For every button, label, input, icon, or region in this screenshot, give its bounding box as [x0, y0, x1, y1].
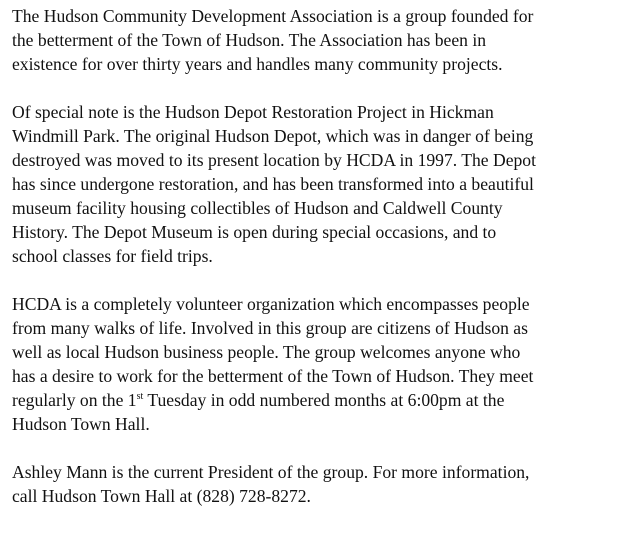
- text-line: from many walks of life. Involved in this group are citizens of Hudson as: [12, 318, 528, 338]
- text-line: the betterment of the Town of Hudson. The Association has been in: [12, 30, 487, 50]
- text-line: destroyed was moved to its present location by HCDA in 1997. The Depot: [12, 150, 536, 170]
- meeting-text-after: Tuesday in odd numbered months at 6:00pm at the: [143, 390, 505, 410]
- paragraph-about-association: [12, 4, 620, 76]
- text-line: existence for over thirty years and handles many community projects.: [12, 54, 503, 74]
- text-line: has since undergone restoration, and has been transformed into a beautiful: [12, 174, 534, 194]
- paragraph-volunteer-organization: [12, 292, 620, 436]
- document-page: [12, 4, 620, 532]
- text-line: call Hudson Town Hall at (828) 728-8272.: [12, 486, 311, 506]
- text-line: HCDA is a completely volunteer organization which encompasses people: [12, 294, 530, 314]
- text-line: History. The Depot Museum is open during special occasions, and to: [12, 222, 497, 242]
- text-line: well as local Hudson business people. The group welcomes anyone who: [12, 342, 521, 362]
- text-line: Windmill Park. The original Hudson Depot, which was in danger of being: [12, 126, 534, 146]
- ordinal-suffix: st: [136, 391, 144, 403]
- text-line: Hudson Town Hall.: [12, 414, 150, 434]
- text-line: Of special note is the Hudson Depot Restoration Project in Hickman: [12, 102, 494, 122]
- text-line: Ashley Mann is the current President of the group. For more information,: [12, 462, 530, 482]
- paragraph-depot-restoration: [12, 100, 620, 268]
- text-line: school classes for field trips.: [12, 246, 213, 266]
- text-line: has a desire to work for the betterment of the Town of Hudson. They meet: [12, 366, 534, 386]
- paragraph-contact-information: [12, 460, 620, 508]
- meeting-text-before: regularly on the 1: [12, 390, 137, 410]
- meeting-schedule-line: [12, 388, 620, 412]
- text-line: The Hudson Community Development Association is a group founded for: [12, 6, 534, 26]
- text-line: museum facility housing collectibles of Hudson and Caldwell County: [12, 198, 503, 218]
